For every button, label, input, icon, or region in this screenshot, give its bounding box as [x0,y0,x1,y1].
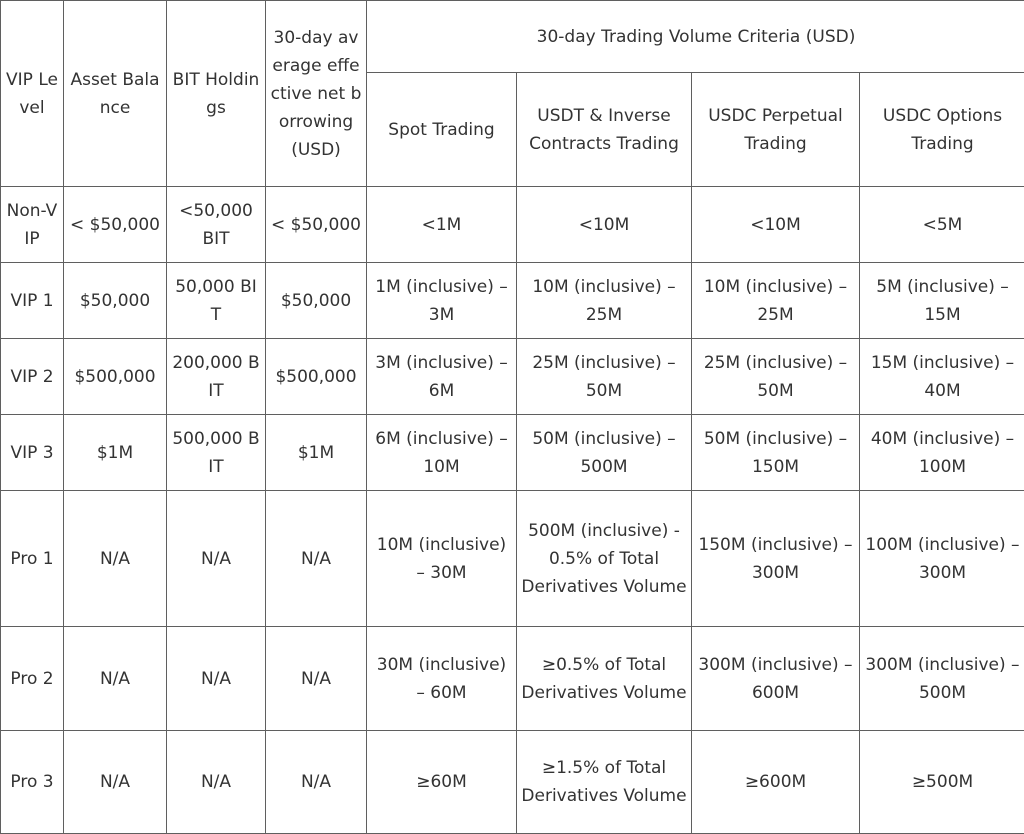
cell-usdc-options: <5M [860,187,1024,263]
cell-usdc-options: 5M (inclusive) – 15M [860,263,1024,339]
cell-borrowing: N/A [266,627,367,731]
cell-asset-balance: N/A [64,731,167,834]
cell-level: Pro 2 [1,627,64,731]
cell-usdt-inverse: 10M (inclusive) – 25M [517,263,692,339]
header-usdc-options: USDC Options Trading [860,73,1024,187]
table-row [1,263,1024,339]
cell-spot: 3M (inclusive) – 6M [367,339,517,415]
header-bit-holdings: BIT Holdings [167,1,266,187]
cell-borrowing: < $50,000 [266,187,367,263]
cell-usdc-perpetual: 300M (inclusive) – 600M [692,627,860,731]
cell-spot: 10M (inclusive) – 30M [367,491,517,627]
cell-borrowing: N/A [266,491,367,627]
header-asset-balance: Asset Balance [64,1,167,187]
cell-spot: ≥60M [367,731,517,834]
cell-bit-holdings: <50,000 BIT [167,187,266,263]
cell-asset-balance: < $50,000 [64,187,167,263]
cell-asset-balance: N/A [64,627,167,731]
header-spot: Spot Trading [367,73,517,187]
cell-level: VIP 2 [1,339,64,415]
cell-spot: 30M (inclusive) – 60M [367,627,517,731]
cell-bit-holdings: N/A [167,731,266,834]
cell-usdt-inverse: <10M [517,187,692,263]
cell-borrowing: N/A [266,731,367,834]
header-usdt-inverse: USDT & Inverse Contracts Trading [517,73,692,187]
cell-usdc-options: 100M (inclusive) – 300M [860,491,1024,627]
cell-bit-holdings: 50,000 BIT [167,263,266,339]
cell-spot: <1M [367,187,517,263]
header-borrowing: 30-day average effective net borrowing (USD) [266,1,367,187]
cell-usdc-perpetual: <10M [692,187,860,263]
cell-spot: 6M (inclusive) – 10M [367,415,517,491]
cell-level: VIP 3 [1,415,64,491]
cell-usdc-perpetual: 10M (inclusive) – 25M [692,263,860,339]
header-vip-level: VIP Level [1,1,64,187]
table-row [1,731,1024,834]
cell-borrowing: $1M [266,415,367,491]
cell-borrowing: $500,000 [266,339,367,415]
cell-asset-balance: $50,000 [64,263,167,339]
table-row [1,187,1024,263]
table-row [1,627,1024,731]
header-usdc-perpetual: USDC Perpetual Trading [692,73,860,187]
cell-usdt-inverse: 25M (inclusive) – 50M [517,339,692,415]
cell-bit-holdings: N/A [167,627,266,731]
cell-usdc-options: 300M (inclusive) – 500M [860,627,1024,731]
table-row [1,491,1024,627]
cell-bit-holdings: N/A [167,491,266,627]
cell-usdt-inverse: 50M (inclusive) – 500M [517,415,692,491]
cell-bit-holdings: 200,000 BIT [167,339,266,415]
cell-usdc-options: ≥500M [860,731,1024,834]
cell-usdc-perpetual: 50M (inclusive) – 150M [692,415,860,491]
cell-level: Pro 3 [1,731,64,834]
cell-usdt-inverse: ≥0.5% of Total Derivatives Volume [517,627,692,731]
cell-usdc-perpetual: 150M (inclusive) – 300M [692,491,860,627]
cell-usdc-options: 15M (inclusive) – 40M [860,339,1024,415]
table-row [1,415,1024,491]
cell-level: Non-VIP [1,187,64,263]
cell-usdt-inverse: 500M (inclusive) - 0.5% of Total Derivatives Volume [517,491,692,627]
header-volume-group: 30-day Trading Volume Criteria (USD) [367,1,1024,73]
cell-usdt-inverse: ≥1.5% of Total Derivatives Volume [517,731,692,834]
cell-spot: 1M (inclusive) – 3M [367,263,517,339]
cell-borrowing: $50,000 [266,263,367,339]
cell-asset-balance: N/A [64,491,167,627]
cell-usdc-perpetual: 25M (inclusive) – 50M [692,339,860,415]
cell-usdc-perpetual: ≥600M [692,731,860,834]
cell-asset-balance: $1M [64,415,167,491]
cell-level: Pro 1 [1,491,64,627]
cell-level: VIP 1 [1,263,64,339]
cell-usdc-options: 40M (inclusive) – 100M [860,415,1024,491]
cell-bit-holdings: 500,000 BIT [167,415,266,491]
cell-asset-balance: $500,000 [64,339,167,415]
table-row [1,339,1024,415]
